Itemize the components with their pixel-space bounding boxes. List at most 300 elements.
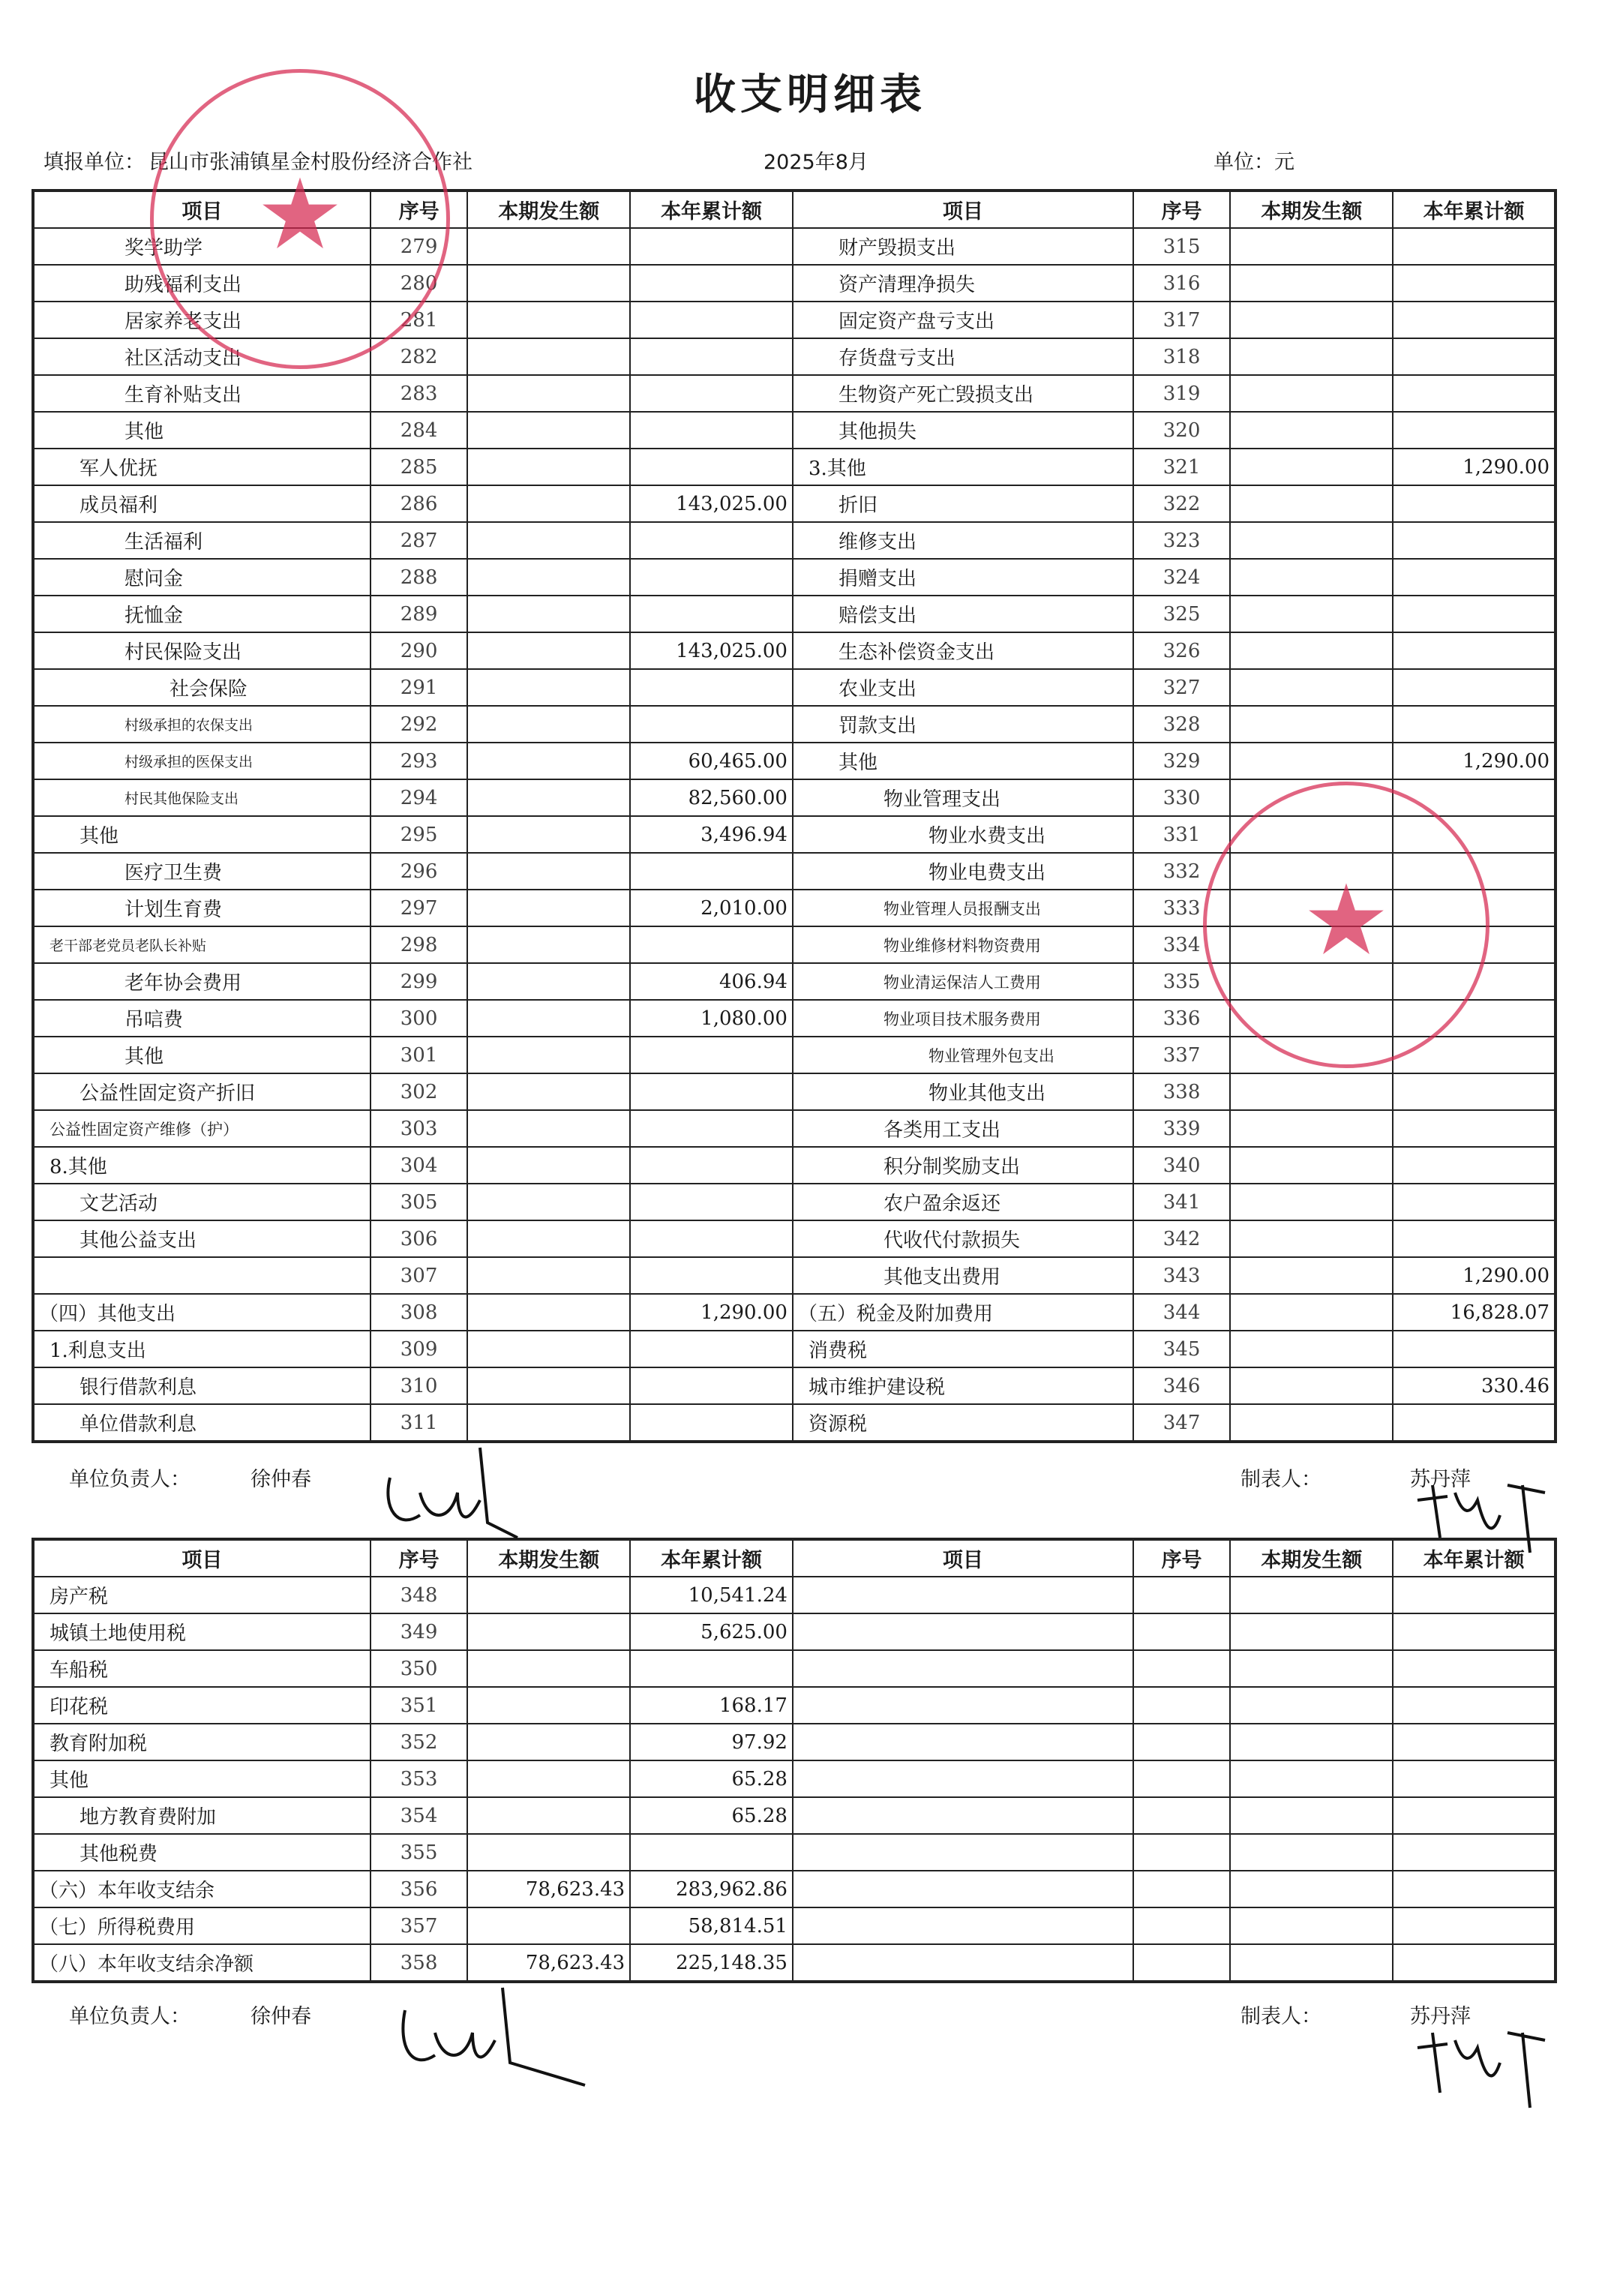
item-cell: 物业清运保洁人工费用: [793, 963, 1133, 1000]
seq-cell: 279: [370, 228, 468, 265]
seq-cell: 295: [370, 816, 468, 853]
seq-cell: 308: [370, 1294, 468, 1331]
seq-cell: 302: [370, 1073, 468, 1110]
item-cell: 存货盘亏支出: [793, 338, 1133, 375]
item-cell: 老年协会费用: [33, 963, 370, 1000]
leader-name-2: 徐仲春: [250, 2005, 311, 2028]
seq-cell: 327: [1133, 669, 1231, 706]
col-item: 项目: [793, 1539, 1133, 1577]
current-amount-cell: [1230, 338, 1393, 375]
item-cell: 罚款支出: [793, 706, 1133, 743]
table-row: [33, 412, 1556, 449]
seq-cell: 299: [370, 963, 468, 1000]
table-row: [33, 1650, 1556, 1687]
table-row: [33, 375, 1556, 412]
table-row: [33, 596, 1556, 632]
ytd-amount-cell: [1393, 1110, 1556, 1147]
item-cell: 房产税: [33, 1577, 370, 1613]
current-amount-cell: [467, 1724, 630, 1760]
ytd-amount-cell: [630, 559, 793, 596]
item-cell: 医疗卫生费: [33, 853, 370, 890]
ytd-amount-cell: [630, 706, 793, 743]
current-amount-cell: [1230, 1257, 1393, 1294]
seq-cell: 322: [1133, 485, 1231, 522]
seq-cell: 355: [370, 1834, 468, 1871]
current-amount-cell: [1230, 632, 1393, 669]
table-row: [33, 1724, 1556, 1760]
seq-cell: 331: [1133, 816, 1231, 853]
table-row: [33, 1577, 1556, 1613]
seq-cell: 343: [1133, 1257, 1231, 1294]
ytd-amount-cell: [1393, 559, 1556, 596]
col-item: 项目: [33, 1539, 370, 1577]
seq-cell: [1133, 1944, 1231, 1982]
item-cell: 赔偿支出: [793, 596, 1133, 632]
ytd-amount-cell: [1393, 1220, 1556, 1257]
ytd-amount-cell: 143,025.00: [630, 632, 793, 669]
current-amount-cell: [1230, 1294, 1393, 1331]
item-cell: 军人优抚: [33, 449, 370, 485]
ytd-amount-cell: [630, 1834, 793, 1871]
ytd-amount-cell: [1393, 485, 1556, 522]
col-item: 项目: [793, 191, 1133, 228]
current-amount-cell: [467, 779, 630, 816]
table-row: [33, 1184, 1556, 1220]
table-row: [33, 1834, 1556, 1871]
current-amount-cell: [467, 1073, 630, 1110]
seq-cell: 334: [1133, 926, 1231, 963]
table-row: [33, 559, 1556, 596]
table-row: [33, 1907, 1556, 1944]
seq-cell: 293: [370, 743, 468, 779]
seq-cell: [1133, 1577, 1231, 1613]
seq-cell: 356: [370, 1871, 468, 1907]
seq-cell: 301: [370, 1037, 468, 1073]
ytd-amount-cell: [1393, 669, 1556, 706]
preparer-signature-2: [1410, 2018, 1560, 2115]
ytd-amount-cell: [1393, 338, 1556, 375]
current-amount-cell: [1230, 1147, 1393, 1184]
unit-label: 填报单位：: [44, 151, 145, 174]
current-amount-cell: [467, 1834, 630, 1871]
ytd-amount-cell: [1393, 375, 1556, 412]
item-cell: 村级承担的农保支出: [33, 706, 370, 743]
item-cell: 固定资产盘亏支出: [793, 302, 1133, 338]
ytd-amount-cell: [630, 1073, 793, 1110]
item-cell: [793, 1834, 1133, 1871]
ytd-amount-cell: [1393, 1797, 1556, 1834]
seq-cell: 341: [1133, 1184, 1231, 1220]
item-cell: 其他支出费用: [793, 1257, 1133, 1294]
item-cell: [793, 1577, 1133, 1613]
seq-cell: 345: [1133, 1331, 1231, 1367]
ytd-amount-cell: 58,814.51: [630, 1907, 793, 1944]
col-ytd: 本年累计额: [630, 191, 793, 228]
table-row: [33, 669, 1556, 706]
table-row: [33, 743, 1556, 779]
current-amount-cell: [467, 1687, 630, 1724]
item-cell: 8.其他: [33, 1147, 370, 1184]
col-current: 本期发生额: [467, 1539, 630, 1577]
ytd-amount-cell: [1393, 302, 1556, 338]
seq-cell: 316: [1133, 265, 1231, 302]
item-cell: [793, 1724, 1133, 1760]
item-cell: 消费税: [793, 1331, 1133, 1367]
seq-cell: 349: [370, 1613, 468, 1650]
item-cell: 物业电费支出: [793, 853, 1133, 890]
seq-cell: 323: [1133, 522, 1231, 559]
preparer-label: 制表人：: [1240, 1468, 1322, 1491]
seq-cell: 283: [370, 375, 468, 412]
item-cell: 老干部老党员老队长补贴: [33, 926, 370, 963]
ytd-amount-cell: [630, 375, 793, 412]
seq-cell: 287: [370, 522, 468, 559]
seq-cell: 344: [1133, 1294, 1231, 1331]
item-cell: 慰问金: [33, 559, 370, 596]
item-cell: 其他: [33, 412, 370, 449]
item-cell: 其他: [793, 743, 1133, 779]
seq-cell: [1133, 1907, 1231, 1944]
current-amount-cell: [1230, 743, 1393, 779]
ytd-amount-cell: [630, 1147, 793, 1184]
current-amount-cell: [1230, 1331, 1393, 1367]
seq-cell: 280: [370, 265, 468, 302]
col-current: 本期发生额: [1230, 191, 1393, 228]
item-cell: 抚恤金: [33, 596, 370, 632]
leader-signature-2: [390, 1973, 600, 2093]
current-amount-cell: [1230, 1613, 1393, 1650]
seq-cell: 329: [1133, 743, 1231, 779]
ytd-amount-cell: 65.28: [630, 1760, 793, 1797]
item-cell: 折旧: [793, 485, 1133, 522]
current-amount-cell: [467, 853, 630, 890]
current-amount-cell: [467, 596, 630, 632]
table-row: [33, 1331, 1556, 1367]
item-cell: 财产毁损支出: [793, 228, 1133, 265]
item-cell: 生育补贴支出: [33, 375, 370, 412]
seq-cell: 284: [370, 412, 468, 449]
seq-cell: 294: [370, 779, 468, 816]
item-cell: 地方教育费附加: [33, 1797, 370, 1834]
ytd-amount-cell: [1393, 706, 1556, 743]
item-cell: 资源税: [793, 1404, 1133, 1442]
preparer-label-2: 制表人：: [1240, 2005, 1322, 2028]
current-amount-cell: [1230, 1871, 1393, 1907]
item-cell: 居家养老支出: [33, 302, 370, 338]
item-cell: 农业支出: [793, 669, 1133, 706]
item-cell: 公益性固定资产折旧: [33, 1073, 370, 1110]
ytd-amount-cell: [630, 522, 793, 559]
table-row: [33, 1687, 1556, 1724]
col-current: 本期发生额: [1230, 1539, 1393, 1577]
preparer-signature: [1410, 1470, 1560, 1560]
item-cell: [793, 1871, 1133, 1907]
seq-cell: 307: [370, 1257, 468, 1294]
item-cell: 村民其他保险支出: [33, 779, 370, 816]
ytd-amount-cell: [1393, 596, 1556, 632]
ytd-amount-cell: 283,962.86: [630, 1871, 793, 1907]
seq-cell: 319: [1133, 375, 1231, 412]
seq-cell: 285: [370, 449, 468, 485]
current-amount-cell: [467, 1257, 630, 1294]
item-cell: 其他: [33, 816, 370, 853]
leader-name: 徐仲春: [250, 1468, 311, 1491]
preparer-name-2: 苏丹萍: [1410, 2005, 1471, 2028]
col-ytd: 本年累计额: [1393, 191, 1556, 228]
current-amount-cell: [467, 743, 630, 779]
seq-cell: [1133, 1724, 1231, 1760]
ytd-amount-cell: 330.46: [1393, 1367, 1556, 1404]
supervision-seal: [1203, 782, 1490, 1068]
current-amount-cell: [467, 559, 630, 596]
seq-cell: [1133, 1834, 1231, 1871]
current-amount-cell: [467, 228, 630, 265]
current-amount-cell: [1230, 1073, 1393, 1110]
ytd-amount-cell: [630, 265, 793, 302]
ytd-amount-cell: [1393, 1687, 1556, 1724]
current-amount-cell: [467, 1367, 630, 1404]
ytd-amount-cell: 1,290.00: [1393, 743, 1556, 779]
ytd-amount-cell: [630, 1184, 793, 1220]
item-cell: 代收代付款损失: [793, 1220, 1133, 1257]
ytd-amount-cell: 60,465.00: [630, 743, 793, 779]
ytd-amount-cell: [1393, 1944, 1556, 1982]
item-cell: 各类用工支出: [793, 1110, 1133, 1147]
seq-cell: 336: [1133, 1000, 1231, 1037]
current-amount-cell: [467, 816, 630, 853]
table-row: [33, 1220, 1556, 1257]
current-amount-cell: [467, 1000, 630, 1037]
seq-cell: 347: [1133, 1404, 1231, 1442]
current-amount-cell: [467, 1037, 630, 1073]
item-cell: 物业项目技术服务费用: [793, 1000, 1133, 1037]
current-amount-cell: [1230, 1944, 1393, 1982]
col-ytd: 本年累计额: [1393, 1539, 1556, 1577]
current-amount-cell: [467, 522, 630, 559]
item-cell: 1.利息支出: [33, 1331, 370, 1367]
item-cell: 城市维护建设税: [793, 1367, 1133, 1404]
seq-cell: 320: [1133, 412, 1231, 449]
current-amount-cell: [1230, 1577, 1393, 1613]
current-amount-cell: [1230, 375, 1393, 412]
ytd-amount-cell: 5,625.00: [630, 1613, 793, 1650]
seq-cell: [1133, 1687, 1231, 1724]
seq-cell: 298: [370, 926, 468, 963]
ytd-amount-cell: [1393, 1577, 1556, 1613]
item-cell: [793, 1797, 1133, 1834]
seq-cell: 297: [370, 890, 468, 926]
item-cell: 文艺活动: [33, 1184, 370, 1220]
current-amount-cell: [1230, 1834, 1393, 1871]
col-seq: 序号: [370, 191, 468, 228]
ytd-amount-cell: 97.92: [630, 1724, 793, 1760]
seq-cell: 339: [1133, 1110, 1231, 1147]
seq-cell: 325: [1133, 596, 1231, 632]
ytd-amount-cell: [630, 228, 793, 265]
table-row: [33, 1367, 1556, 1404]
ytd-amount-cell: [630, 1037, 793, 1073]
unit-name: 昆山市张浦镇星金村股份经济合作社: [148, 151, 472, 174]
seq-cell: 306: [370, 1220, 468, 1257]
item-cell: （六）本年收支结余: [33, 1871, 370, 1907]
leader-label: 单位负责人：: [69, 1468, 190, 1491]
seq-cell: 350: [370, 1650, 468, 1687]
seq-cell: 291: [370, 669, 468, 706]
item-cell: 积分制奖励支出: [793, 1147, 1133, 1184]
seq-cell: 340: [1133, 1147, 1231, 1184]
item-cell: 奖学助学: [33, 228, 370, 265]
table-row: [33, 1147, 1556, 1184]
ytd-amount-cell: [1393, 522, 1556, 559]
ytd-amount-cell: [630, 449, 793, 485]
ytd-amount-cell: [1393, 1073, 1556, 1110]
seq-cell: 338: [1133, 1073, 1231, 1110]
star-icon: ★: [256, 157, 344, 272]
item-cell: 维修支出: [793, 522, 1133, 559]
current-amount-cell: [467, 1184, 630, 1220]
ytd-amount-cell: [630, 1110, 793, 1147]
current-amount-cell: [467, 926, 630, 963]
report-title: 收支明细表: [694, 71, 926, 119]
ytd-amount-cell: [630, 412, 793, 449]
current-amount-cell: [467, 1613, 630, 1650]
current-amount-cell: [467, 302, 630, 338]
item-cell: 印花税: [33, 1687, 370, 1724]
seq-cell: 330: [1133, 779, 1231, 816]
ytd-amount-cell: [1393, 1834, 1556, 1871]
item-cell: 村级承担的医保支出: [33, 743, 370, 779]
seq-cell: 281: [370, 302, 468, 338]
table-row: [33, 1110, 1556, 1147]
ytd-amount-cell: [630, 302, 793, 338]
table-row: [33, 1404, 1556, 1442]
seq-cell: 304: [370, 1147, 468, 1184]
current-amount-cell: [467, 1797, 630, 1834]
item-cell: 成员福利: [33, 485, 370, 522]
ytd-amount-cell: 143,025.00: [630, 485, 793, 522]
current-amount-cell: [1230, 669, 1393, 706]
seq-cell: 310: [370, 1367, 468, 1404]
current-amount-cell: [467, 1907, 630, 1944]
current-amount-cell: [467, 1220, 630, 1257]
ytd-amount-cell: [1393, 412, 1556, 449]
item-cell: 物业其他支出: [793, 1073, 1133, 1110]
seq-cell: 358: [370, 1944, 468, 1982]
ytd-amount-cell: [630, 1404, 793, 1442]
current-amount-cell: [1230, 1797, 1393, 1834]
ytd-amount-cell: [1393, 632, 1556, 669]
item-cell: 资产清理净损失: [793, 265, 1133, 302]
current-amount-cell: [467, 1110, 630, 1147]
item-cell: 车船税: [33, 1650, 370, 1687]
seq-cell: [1133, 1650, 1231, 1687]
table-row: [33, 706, 1556, 743]
ytd-amount-cell: [630, 669, 793, 706]
ytd-amount-cell: [630, 926, 793, 963]
item-cell: [793, 1760, 1133, 1797]
seq-cell: 315: [1133, 228, 1231, 265]
item-cell: 生态补偿资金支出: [793, 632, 1133, 669]
table-row: [33, 1257, 1556, 1294]
ytd-amount-cell: [1393, 1147, 1556, 1184]
seq-cell: 346: [1133, 1367, 1231, 1404]
ytd-amount-cell: 1,290.00: [1393, 1257, 1556, 1294]
current-amount-cell: [467, 1760, 630, 1797]
item-cell: 城镇土地使用税: [33, 1613, 370, 1650]
item-cell: 社会保险: [33, 669, 370, 706]
current-amount-cell: [1230, 1367, 1393, 1404]
current-amount-cell: [1230, 228, 1393, 265]
expense-detail-table-2: [32, 1538, 1557, 1983]
current-amount-cell: [467, 963, 630, 1000]
seq-cell: 342: [1133, 1220, 1231, 1257]
current-amount-cell: [1230, 265, 1393, 302]
current-amount-cell: [1230, 1760, 1393, 1797]
ytd-amount-cell: [1393, 1871, 1556, 1907]
ytd-amount-cell: 65.28: [630, 1797, 793, 1834]
seq-cell: 324: [1133, 559, 1231, 596]
col-item: 项目: [33, 191, 370, 228]
ytd-amount-cell: [1393, 1907, 1556, 1944]
current-amount-cell: [1230, 1724, 1393, 1760]
preparer-name: 苏丹萍: [1410, 1468, 1471, 1491]
seq-cell: 357: [370, 1907, 468, 1944]
table-row: [33, 1871, 1556, 1907]
current-amount-cell: [1230, 1907, 1393, 1944]
ytd-amount-cell: 2,010.00: [630, 890, 793, 926]
ytd-amount-cell: [630, 1220, 793, 1257]
star-icon: ★: [1302, 863, 1390, 977]
seq-cell: 335: [1133, 963, 1231, 1000]
ytd-amount-cell: [1393, 1724, 1556, 1760]
seq-cell: 303: [370, 1110, 468, 1147]
seq-cell: 300: [370, 1000, 468, 1037]
item-cell: 计划生育费: [33, 890, 370, 926]
current-amount-cell: 78,623.43: [467, 1871, 630, 1907]
ytd-amount-cell: 3,496.94: [630, 816, 793, 853]
table-row: [33, 1944, 1556, 1982]
ytd-amount-cell: [630, 338, 793, 375]
current-amount-cell: [467, 1650, 630, 1687]
table-header-row: [33, 1539, 1556, 1577]
ytd-amount-cell: 10,541.24: [630, 1577, 793, 1613]
ytd-amount-cell: [630, 1650, 793, 1687]
item-cell: [793, 1650, 1133, 1687]
table-row: [33, 1613, 1556, 1650]
table-row: [33, 485, 1556, 522]
cooperative-seal: [150, 69, 450, 369]
seq-cell: 326: [1133, 632, 1231, 669]
current-amount-cell: [1230, 596, 1393, 632]
ytd-amount-cell: 168.17: [630, 1687, 793, 1724]
table-row: [33, 449, 1556, 485]
seq-cell: 328: [1133, 706, 1231, 743]
current-amount-cell: [1230, 1687, 1393, 1724]
ytd-amount-cell: 82,560.00: [630, 779, 793, 816]
seq-cell: [1133, 1760, 1231, 1797]
current-amount-cell: [467, 338, 630, 375]
item-cell: 其他税费: [33, 1834, 370, 1871]
ytd-amount-cell: [1393, 1404, 1556, 1442]
current-amount-cell: [467, 706, 630, 743]
ytd-amount-cell: 406.94: [630, 963, 793, 1000]
seq-cell: 354: [370, 1797, 468, 1834]
seq-cell: 317: [1133, 302, 1231, 338]
ytd-amount-cell: [1393, 1760, 1556, 1797]
seq-cell: 337: [1133, 1037, 1231, 1073]
ytd-amount-cell: [1393, 1613, 1556, 1650]
current-amount-cell: [467, 1294, 630, 1331]
